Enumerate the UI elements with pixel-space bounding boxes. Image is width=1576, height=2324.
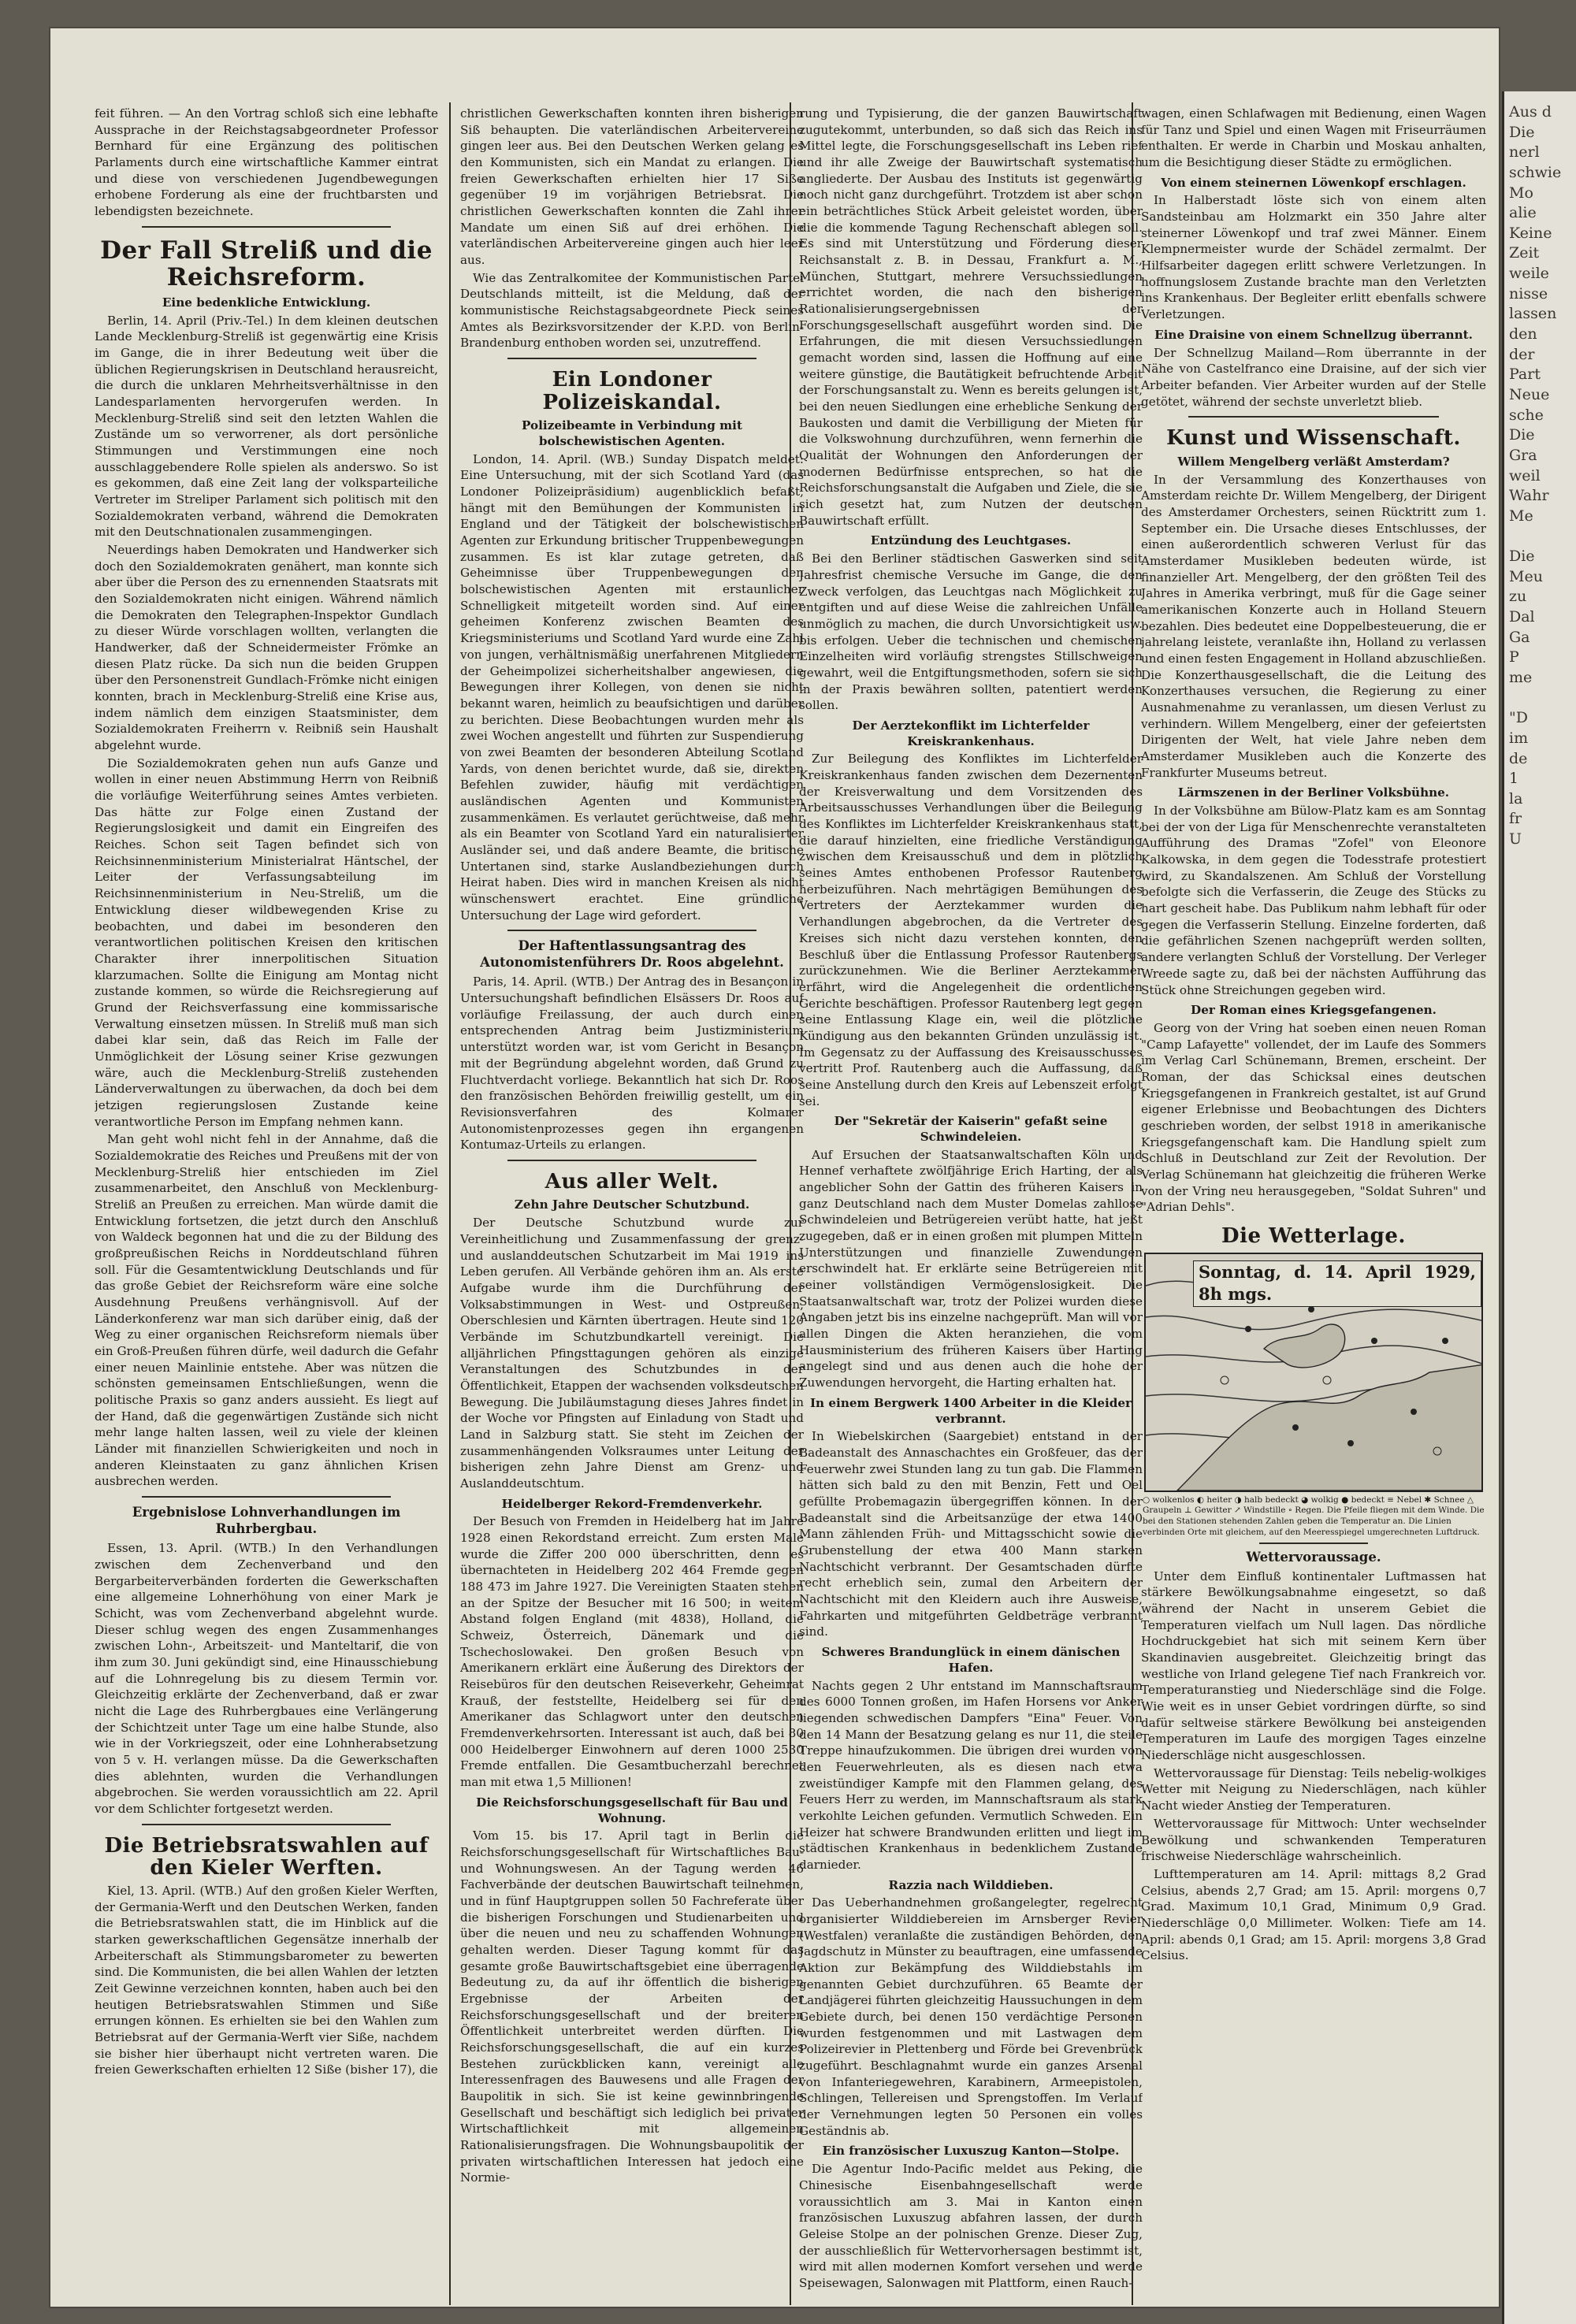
headline-kunst: Kunst und Wissenschaft. xyxy=(1166,426,1461,451)
paragraph: Zur Beilegung des Konfliktes im Lichterfelder Kreiskrankenhaus fanden zwischen dem Dezernenten der Kreisverwaltung und dem Vorsitzenden des Arbeitsausschusses Verhandlungen über die Beilegung des Konfliktes im Lichterfelder Kreiskrankenhaus statt, die darauf hinzielten, eine friedliche Verständigung zwischen dem Kreisausschuß und dem in plötzlich seines Amtes enthobenen Professor Rautenberg herbeizuführen. Nach mehrtägigen Bemühungen des Vertreters der Aerztekammer wurden die Verhandlungen abgebrochen, da die Vertreter des Kreises sich nicht dazu verstehen konnten, den Beschluß über die Entlassung Professor Rautenbergs zurückzunehmen. Wie die Berliner Aerztekammer erfährt, wird die Angelegenheit die ordentlichen Gerichte beschäftigen. Professor Rautenberg legt gegen seine Entlassung Klage ein, weil die plötzliche Kündigung aus den bekannten Gründen unzulässig ist. Im Gegensatz zu der Auffassung des Kreisausschusses vertritt Prof. Rautenberg auch die Auffassung, daß seine Anstellung durch den Kreis auf Lebenszeit erfolgt sei. xyxy=(799,752,1143,1108)
column-2 xyxy=(460,106,804,2305)
subheadline: Die Reichsforschungsgesellschaft für Bau und Wohnung. xyxy=(476,1795,788,1825)
paragraph: Der Deutsche Schutzbund wurde zur Vereinheitlichung und Zusammenfassung der grenz- und auslanddeutschen Schutzarbeit im Mai 1919 ins Leben gerufen. All Verbände gehören ihm an. Als erste Aufgabe wurde ihm die Durchführung der Volksabstimmungen in West- und Ostpreußen, Oberschlesien und Kärnten übertragen. Heute sind 120 Verbände im Schutzbundkartell vereinigt. Die alljährlichen Pfingsttagungen gehören als einzige Veranstaltungen des Schutzbundes in der Öffentlichkeit, Etappen der wachsenden volksdeutschen Bewegung. Die Jubiläumstagung dieses Jahres findet in der Woche vor Pfingsten auf Einladung von Stadt und Land in Salzburg statt. Sie steht im Zeichen der zusammenhängenden Volksraumes unter Leitung der bisherigen zehn Jahre Dienst am Grenz- und Auslanddeutschtum. xyxy=(460,1216,804,1491)
paragraph: Vom 15. bis 17. April tagt in Berlin die Reichsforschungsgesellschaft für Wirtschaftliches Bau- und Wohnungswesen. An der Tagung werden 46 Fachverbände der deutschen Bauwirtschaft teilnehmen, und in fünf Hauptgruppen sollen 50 Fachreferate über die bisherigen Forschungen und Studienarbeiten und über die neuen und neu zu schaffenden Wohnungen gehalten werden. Dieser Tagung kommt für das gesamte große Bauwirtschaftsgebiet eine überragende Bedeutung zu, da auf ihr öffentlich die bisherigen Ergebnisse der Arbeiten der Reichsforschungsgesellschaft und der breiteren Öffentlichkeit unterbreitet werden dürften. Die Reichsforschungsgesellschaft, die auf ein kurzes Bestehen zurückblicken kann, vereinigt alle Interessenfragen des Bauwesens und alle Fragen der Baupolitik in sich. Sie ist keine gewinnbringende Gesellschaft und beschäftigt sich lediglich bei privater Wirtschaftlichkeit mit allgemeinen Rationalisierungsfragen. Die Wohnungsbaupolitik der privaten wirtschaftlichen Interessen hat jedoch eine Normie- xyxy=(460,1828,804,2185)
subheadline: Schweres Brandunglück in einem dänischen Hafen. xyxy=(821,1645,1121,1675)
subheadline: Heidelberger Rekord-Fremdenverkehr. xyxy=(501,1496,763,1511)
column-3 xyxy=(799,106,1143,2305)
column-1 xyxy=(95,106,438,2305)
paragraph: Die Agentur Indo-Pacific meldet aus Peking, die Chinesische Eisenbahngesellschaft werde voraussichtlich am 3. Mai in Kanton einen französischen Luxuszug abfahren lassen, der durch Geleise Stolpe an der polnischen Grenze. Dieser Zug, der ausschließlich für Wettervorhersagen bestimmt ist, wird mit allen modernen Komfort versehen und werde Speisewagen, Salonwagen mit Plattform, einen Rauch- xyxy=(799,2162,1143,2290)
paragraph: In der Volksbühne am Bülow-Platz kam es am Sonntag bei der von der Liga für Menschenrechte veranstalteten Aufführung des Dramas "Zofel" von Eleonore Kalkowska, in dem gegen die Todesstrafe protestiert wird, zu Skandalszenen. Am Schluß der Vorstellung befolgte sich die Verfasserin, die Zeuge des Stücks zu hart gescheit habe. Das Publikum nahm lebhaft für oder gegen die Verfasserin Stellung. Einzelne forderten, daß die gefährlichen Szenen nachgeprüft werden sollten, andere verlangten Schluß der Vorstellung. Der Verleger Wreede sagte zu, daß bei der nächsten Aufführung das Stück ohne Streichungen gegeben wird. xyxy=(1141,804,1486,997)
headline-wettervoraussage: Wettervoraussage. xyxy=(1246,1549,1381,1565)
paragraph: Paris, 14. April. (WTB.) Der Antrag des in Besançon in Untersuchungshaft befindlichen Elsässers Dr. Roos auf vorläufige Freilassung, der auch durch einen entsprechenden Antrag beim Justizministerium unterstützt worden war, ist vom Gericht in Besançon mit der Begründung abgelehnt worden, daß Grund zu Fluchtverdacht vorliege. Bekanntlich hat sich Dr. Roos den französischen Behörden freiwillig gestellt, um ein Revisionsverfahren des Kolmarer Autonomistenprozesses gegen ihn ergangenen Kontumaz-Urteils zu erlangen. xyxy=(460,975,804,1153)
headline-streliz: Der Fall Streliß und die Reichsreform. xyxy=(100,236,433,291)
subheadline: Der Roman eines Kriegsgefangenen. xyxy=(1191,1003,1437,1018)
paragraph: Nachts gegen 2 Uhr entstand im Mannschaftsraum des 6000 Tonnen großen, im Hafen Horsens vor Anker liegenden schwedischen Dampfers "Eina" Feuer. Von den 14 Mann der Besatzung gelang es nur 11, die steile Treppe hinaufzukommen. Die übrigen drei wurden von den Feuerwehrleuten, als es diesen nach etwa zweistündiger Kampfe mit den Flammen gelang, des Feuers Herr zu werden, im Mannschaftsraum als stark verkohlte Leichen gefunden. Vermutlich Schweden. Ein Heizer hat schwere Brandwunden erlitten und liegt im städtischen Krankenhaus in bedenklichem Zustande darnieder. xyxy=(799,1678,1143,1872)
paragraph: Der Schnellzug Mailand—Rom überrannte in der Nähe von Castelfranco eine Draisine, auf der sich vier Arbeiter befanden. Vier Arbeiter wurden auf der Stelle getötet, während der sechste unverletzt blieb. xyxy=(1141,345,1486,409)
paragraph: Auf Ersuchen der Staatsanwaltschaften Köln und Hennef verhaftete zwölfjährige Erich Harting, der als angeblicher Sohn der Gattin des früheren Kaisers in ganz Deutschland nach dem Muster Domelas zahllose Schwindeleien und Betrügereien verübt hatte, hat jeßt zugegeben, daß er in einen großen mit plumpen Mitteln Unterstützungen und finanzielle Zuwendungen erschwindelt hat. Er erklärte seine Betrügereien mit seiner vollständigen Vermögenslosigkeit. Die Staatsanwaltschaft war, trotz der Polizei wurden diese Angaben jetzt bis ins einzelne nachgeprüft. Man will vor allen Dingen die Akten heranziehen, die vom Hausministerium des früheren Kaisers über Harting angelegt sind und aus denen auch die hohe der Zuwendungen hervorgeht, die Harting erhalten hat. xyxy=(799,1147,1143,1390)
paragraph: wagen, einen Schlafwagen mit Bedienung, einen Wagen für Tanz und Spiel und einen Wagen mit Friseurräumen enthalten. Er werde in Charbin und Moskau anhalten, um die Besichtigung dieser Städte zu ermöglichen. xyxy=(1141,106,1486,170)
subheadline: Eine Draisine von einem Schnellzug überrannt. xyxy=(1154,327,1473,342)
subheadline: Von einem steinernen Löwenkopf erschlagen. xyxy=(1161,175,1466,190)
weather-map-caption: Sonntag, d. 14. April 1929, 8h mgs. xyxy=(1193,1260,1481,1307)
subheadline: Lärmszenen in der Berliner Volksbühne. xyxy=(1177,785,1450,800)
paragraph: Neuerdings haben Demokraten und Handwerker sich doch den Sozialdemokraten genähert, man konnte sich aber über die Person des zu ernennenden Staatsrats mit den Sozialdemokraten nicht einigen. Während nämlich die Demokraten den Telegraphen-Inspektor Gundlach zu dieser Würde vorschlagen wollten, verlangten die Handwerker, daß der Schneidermeister Frömke an diesen Platz rücke. Da sich nun die beiden Gruppen über den Personenstreit Gundlach-Frömke nicht einigen konnten, brach in Mecklenburg-Streliß eine Krise aus, indem nämlich dem einzigen Staatsminister, dem Sozialdemokraten Freiherrn v. Reibniß sein Haushalt abgelehnt wurde. xyxy=(95,543,438,753)
weather-map-legend: ○ wolkenlos ◐ heiter ◑ halb bedeckt ◕ wolkig ● bedeckt ≡ Nebel ✱ Schnee △ Graupeln ⊥ Gewitter ↗ Windstille ∘ Regen. Die Pfeile fliegen mit dem Winde. Die bei den Stationen stehenden Zahlen geben die Temperatur an. Die Linien verbinden Orte mit gleichem, auf den Meeresspiegel umgerechneten Luftdruck. xyxy=(1143,1494,1485,1537)
divider xyxy=(1188,416,1439,418)
subheadline: Eine bedenkliche Entwicklung. xyxy=(162,295,371,310)
paragraph: Berlin, 14. April (Priv.-Tel.) In dem kleinen deutschen Lande Mecklenburg-Streliß ist gegenwärtig eine Krisis im Gange, die in ihrer Bedeutung weit über die üblichen Regierungskrisen in Deutschland herausreicht, die durch die unklaren Mehrheitsverhältnisse in den Landesparlamenten hervorgerufen werden. In Mecklenburg-Streliß sind seit den letzten Wahlen die Zustände um so verworrener, als dort persönliche Stimmungen und Verstimmungen eine noch ausschlaggebendere Rolle spielen als anderswo. So ist es gekommen, daß eine Zeit lang der volksparteiliche Vertreter im Streliper Parlament sich politisch mit den Sozialdemokraten verband, während die Demokraten mit den Deutschnationalen zusammengingen. xyxy=(95,313,438,540)
subheadline: Willem Mengelberg verläßt Amsterdam? xyxy=(1177,454,1450,469)
headline-aus-aller-welt: Aus aller Welt. xyxy=(545,1169,719,1194)
paragraph: feit führen. — An den Vortrag schloß sich eine lebhafte Aussprache in der Reichstagsabgeordneter Professor Bernhard für eine Ergänzung des politischen Parlaments durch eine wirtschaftliche Kammer eintrat und diese von verschiedenen Jugendbewegungen erhobene Forderung als eine der fruchtbarsten und lebendigsten bezeichnete. xyxy=(95,106,438,219)
divider xyxy=(507,930,756,931)
column-rule xyxy=(449,102,451,2305)
divider xyxy=(142,226,391,228)
adjacent-page-text: Aus d Die nerl schwie Mo alie Keine Zeit weile nisse lassen den der Part Neue sche Die Gra weil Wahr Me Die Meu zu Dal Ga P me "D im de 1 la fr U xyxy=(1509,103,1562,848)
paragraph: Lufttemperaturen am 14. April: mittags 8,2 Grad Celsius, abends 2,7 Grad; am 15. April: morgens 0,7 Grad. Maximum 10,1 Grad, Minimum 0,9 Grad. Niederschläge 0,0 Millimeter. Wolken: Tiefe am 14. April: abends 0,1 Grad; am 15. April: morgens 3,8 Grad Celsius. xyxy=(1141,1866,1486,1963)
headline-wetterlage: Die Wetterlage. xyxy=(1221,1223,1406,1248)
subheadline: Der Aerztekonflikt im Lichterfelder Kreiskrankenhaus. xyxy=(852,718,1090,748)
divider xyxy=(507,1160,756,1161)
paragraph: rung und Typisierung, die der ganzen Bauwirtschaft zugutekommt, unterbunden, so daß sich das Reich ins Mittel legte, die Forschungsgesellschaft ins Leben rief und ihr alle Zweige der Bauwirtschaft systematisch angliederte. Der Ausbau des Instituts ist gegenwärtig noch nicht ganz durchgeführt. Trotzdem ist aber schon ein beträchtliches Stück Arbeit geleistet worden, über die die kommende Tagung Rechenschaft ablegen soll. Es sind mit Unterstützung und Förderung dieser Reichsanstalt z. B. in Dessau, Frankfurt a. M., München, Stuttgart, mehrere Versuchssiedlungen errichtet worden, die nach den bisherigen Rationalisierungsergebnissen der Forschungsgesellschaft ausgeführt worden sind. Die Erfahrungen, die mit diesen Versuchssiedlungen gemacht worden sind, lassen die Hoffnung auf eine weitere günstige, die Bautätigkeit befruchtende Arbeit der Forschungsanstalt zu. Wenn es bereits gelungen ist, bei den neuen Siedlungen eine erhebliche Senkung der Baukosten und damit die Verbilligung der Mieten für die Volkswohnung durchzuführen, wenn fernerhin die Qualität der Wohnungen den Anforderungen der modernen Bedürfnisse entsprechen, so hat die Reichsforschungsanstalt die Aufgaben und Ziele, die sie sich gesetzt hat, zum Nutzen der deutschen Bauwirtschaft erfüllt. xyxy=(799,106,1143,528)
paragraph: Georg von der Vring hat soeben einen neuen Roman "Camp Lafayette" vollendet, der im Laufe des Sommers im Verlag Carl Schünemann, Bremen, erscheint. Der Roman, der das Schicksal eines deutschen Kriegsgefangenen in Frankreich gestaltet, ist auf Grund eigener Erlebnisse und Beobachtungen des Dichters geschrieben worden, der selbst 1918 in amerikanische Kriegsgefangenschaft kam. Die Handlung spielt zum Schluß in Deutschland zur Zeit der Revolution. Der Verlag Schünemann hat gleichzeitig die früheren Werke von der Vring neu herausgegeben, "Soldat Suhren" und "Adrian Dehls". xyxy=(1141,1020,1486,1215)
paragraph: Die Sozialdemokraten gehen nun aufs Ganze und wollen in einer neuen Abstimmung Herrn von Reibniß die vorläufige Weiterführung seines Amtes verbieten. Das hätte zur Folge einen Zustand der Regierungslosigkeit und damit ein Eingreifen des Reiches. Schon seit Tagen befindet sich von Reichsinnenministerium Ministerialrat Häntschel, der Leiter der Verfassungsabteilung im Reichsinnenministerium in Neu-Streliß, um die Entwicklung dieser wildbewegenden Krise zu beobachten, und dabei im besonderen den verantwortlichen politischen Kreisen den kritischen Charakter ihrer innerpolitischen Situation klarzumachen. Sollte die Einigung am Montag nicht zustande kommen, so würde die Reichsregierung auf Grund der Reichsverfassung eine kommissarische Verwaltung einsetzen müssen. In Streliß muß man sich dabei klar sein, daß das Reich im Falle der Unmöglichkeit der Lösung seiner Krise gezwungen wäre, auch die Mecklenburg-Streliß zustehenden Länderverwaltungen zu überwachen, da doch bei dem jetzigen regierungslosen Zustande keine verantwortliche Person im Empfang nehmen kann. xyxy=(95,755,438,1129)
headline-london: Ein Londoner Polizeiskandal. xyxy=(542,368,722,414)
paragraph: Man geht wohl nicht fehl in der Annahme, daß die Sozialdemokratie des Reiches und Preußens mit der von Mecklenburg-Streliß hier entschieden im Ziel zusammenarbeitet, den Anschluß von Mecklenburg-Streliß an Preußen zu erreichen. Man würde damit die Entwicklung fortsetzen, die jetzt durch den Anschluß von Waldeck begonnen hat und die zu der Bildung des großpreußischen Reichs in Norddeutschland führen soll. Für die Gesamtentwicklung Deutschlands und für das große Gebiet der Reichsreform wäre eine solche Ausdehnung Preußens verhängnisvoll. Auf der Länderkonferenz war man sich darüber einig, daß der Weg zu einer organischen Reichsreform niemals über ein Groß-Preußen führen dürfe, weil dadurch die Gefahr einer neuen Mainlinie entstehe. Aber was nützen die schönsten gemeinsamen Entschließungen, wenn die politische Praxis so ganz anders aussieht. Es liegt auf der Hand, daß die gegenwärtigen Zustände sich nicht mehr lange halten lassen, weil zu viele der kleinen Länder mit finanziellen Schwierigkeiten und noch in anderen Kleinstaaten zu ganz ähnlichen Krisen ausbrechen werden. xyxy=(95,1132,438,1489)
divider xyxy=(1259,1543,1368,1544)
paragraph: In der Versammlung des Konzerthauses von Amsterdam reichte Dr. Willem Mengelberg, der Dirigent des Amsterdamer Orchesters, seinen Rücktritt zum 1. September ein. Die Ursache dieses Entschlusses, der einen außerordentlich schweren Verlust für das Amsterdamer Musikleben bedeuten würde, ist finanzieller Art. Mengelberg, der den größten Teil des Jahres in Amerika verbringt, muß für die Gage seiner amerikanischen Konzerte auch in Holland Steuern bezahlen. Dies bedeutet eine Doppelbesteuerung, die er jahrelang leistete, veranlaßte ihn, Holland zu verlassen und einen festen Engagement in Holland abzuschließen. Die Konzerthausgesellschaft, die die Leitung des Konzerthauses versuchen, die Regierung zu einer Ausnahmenahme zu veranlassen, um diesen Verlust zu verhindern. Willem Mengelberg, einer der gefeiertsten Dirigenten der Welt, hat viele Jahre neben dem Amsterdamer Musikleben auch die Konzerte des Frankfurter Museums betreut. xyxy=(1141,472,1486,780)
subheadline: Der "Sekretär der Kaiserin" gefaßt seine Schwindeleien. xyxy=(834,1114,1108,1144)
paragraph: Das Ueberhandnehmen großangelegter, regelrecht organisierter Wilddiebereien im Arnsberger Revier (Westfalen) veranlaßte die zuständigen Behörden, den Jagdschutz in Münster zu beauftragen, eine umfassende Aktion zur Bekämpfung des Wilddiebstahls im genannten Gebiet durchzuführen. 65 Beamte der Landjägerei führten gleichzeitig Haussuchungen in dem Gebiete durch, bei denen 150 verdächtige Personen wurden festgenommen und mit Lastwagen dem Polizeirevier in Plettenberg und Förde bei Grevenbrück zugeführt. Beschlagnahmt wurde ein ganzes Arsenal von Infanteriegewehren, Karabinern, Armeepistolen, Schlingen, Tellereisen und Sprengstoffen. Im Verlauf der Vernehmungen legten 50 Personen ein volles Geständnis ab. xyxy=(799,1895,1143,2138)
paragraph: Wie das Zentralkomitee der Kommunistischen Partei Deutschlands mitteilt, ist die Meldung, daß der kommunistische Reichstagsabgeordnete Pieck seines Amtes als Bezirksvorsitzender der K.P.D. von Berlin-Brandenburg enthoben worden sei, unzutreffend. xyxy=(460,270,804,351)
paragraph: Kiel, 13. April. (WTB.) Auf den großen Kieler Werften, der Germania-Werft und den Deutschen Werken, fanden die Betriebsratswahlen statt, die im Hinblick auf die starken gewerkschaftlichen Gegensätze innerhalb der Arbeiterschaft als Stimmungsbarometer zu bewerten sind. Die Kommunisten, die bei allen Wahlen der letzten Zeit Gewinne verzeichnen konnten, haben auch bei den heutigen Betriebsratswahlen Stimmen und Siße errungen können. Es erhielten sie bei den Wahlen zum Betriebsrat auf der Germania-Werft vier Siße, nachdem sie bisher hier überhaupt nicht vertreten waren. Die freien Gewerkschaften erhielten 12 Siße (bisher 17), die xyxy=(95,1883,438,2077)
paragraph: In Wiebelskirchen (Saargebiet) entstand in der Badeanstalt des Annaschachtes ein Großfeuer, das der Feuerwehr zwei Stunden lang zu tun gab. Die Flammen hätten sich bald zu den mit Benzin, Fett und Oel gefüllte Probemagazin übergegriffen können. In der Badeanstalt sind die Arbeitsanzüge der etwa 1400 Mann zählenden Früh- und Mittagsschicht sowie die Grubenstellung der etwa 400 Mann starken Nachtschicht verbrannt. Der Gesamtschaden dürfte recht erheblich sein, zumal den Arbeitern der Nachtschicht mit den Kleidern auch ihre Ausweise, Fahrkarten und mitgeführten Geldbeträge verbrannt sind. xyxy=(799,1429,1143,1639)
divider xyxy=(142,1824,391,1825)
subheadline: Entzündung des Leuchtgases. xyxy=(870,533,1072,548)
paragraph: Unter dem Einfluß kontinentaler Luftmassen hat stärkere Bewölkungsabnahme eingesetzt, so daß während der Nacht in unserem Gebiet die Temperaturen vielfach um Null lagen. Das nördliche Hochdruckgebiet hat sich mit seinem Kern über Skandinavien ausgebreitet. Gleichzeitig bringt das westliche von Irland gelegene Tief nach Frankreich vor. Temperaturanstieg und Niederschläge sind die Folge. Wie weit es in unser Gebiet vordringen dürfte, so sind dafür seltweise stärkere Bewölkung bei ansteigenden Temperaturen im Laufe des morgigen Tages einzelne Niederschläge nicht ausgeschlossen. xyxy=(1141,1569,1486,1763)
weather-map xyxy=(1144,1253,1483,1492)
subheadline: Ein französischer Luxuszug Kanton—Stolpe. xyxy=(822,2144,1120,2159)
divider xyxy=(507,358,756,359)
headline-roos: Der Haftentlassungsantrag des Autonomistenführers Dr. Roos abgelehnt. xyxy=(480,938,784,971)
paragraph: London, 14. April. (WB.) Sunday Dispatch meldet: Eine Untersuchung, mit der sich Scotland Yard (das Londoner Polizeipräsidium) augenblicklich befaßt, hängt mit den Bemühungen der Kommunisten in England und der Tätigkeit der bolschewistischen Agenten zur Erkundung britischer Truppenbewegungen zusammen. Es ist klar zutage getreten, daß Geheimnisse über Truppenbewegungen den bolschewistischen Agenten mit erstaunlicher Schnelligkeit mitgeteilt worden sind. Auf einer geheimen Konferenz zwischen Beamten des Kriegsministeriums und Scotland Yard wurde eine Zahl von jungen, verhältnismäßig unerfahrenen Mitgliedern der Geheimpolizei sicherheitshalber angewiesen, die Bewegungen ihrer Kollegen, von denen sie nicht bekannt waren, heimlich zu beaufsichtigen und darüber zu berichten. Diese Beobachtungen wurden mehr als zwei Wochen angestellt und führten zur Suspendierung von zwei Beamten der besonderen Abteilung Scotland Yards, von denen berichtet wurde, daß sie, direkten Befehlen zuwider, häufig mit verdächtigen ausländischen Agenten und Kommunisten zusammenkämen. Es verlautet gerüchtweise, daß mehr als ein Beamter von Scotland Yard ein naturalisierter Ausländer sei, und daß andere Beamte, die britische Untertanen sind, starke Auslandbeziehungen durch Heirat haben. Dies wird in manchen Kreisen als nicht wünschenswert erachtet. Eine gründliche Untersuchung der Lage wird gefordert. xyxy=(460,451,804,923)
adjacent-page-edge xyxy=(1502,91,1576,2324)
subheadline: Razzia nach Wilddieben. xyxy=(888,1877,1054,1892)
paragraph: Essen, 13. April. (WTB.) In den Verhandlungen zwischen dem Zechenverband und den Bergarbeiterverbänden forderten die Gewerkschaften eine allgemeine Lohnerhöhung von einer Mark je Schicht, was vom Zechenverband abgelehnt wurde. Dieser schlug wegen des engen Zusammenhanges zwischen Lohn-, Arbeitszeit- und Manteltarif, die von ihm zum 30. Juni gekündigt sind, eine Hinausschiebung auf die Lohnregelung bis zu diesem Termin vor. Gleichzeitig erklärte der Zechenverband, daß er zwar nicht die Lage des Ruhrbergbaues eine Verlängerung der Schichtzeit unter Tage um eine halbe Stunde, also wie in der Vorkriegszeit, oder eine Lohnherabsetzung von 5 v. H. verlangen müsse. Da die Gewerkschaften dies ablehnten, wurden die Verhandlungen abgebrochen. Sie werden voraussichtlich am 22. April vor dem Schlichter fortgesetzt werden. xyxy=(95,1541,438,1816)
headline-betriebsrat: Die Betriebsratswahlen auf den Kieler Werften. xyxy=(104,1833,429,1880)
subheadline: In einem Bergwerk 1400 Arbeiter in die Kleider verbrannt. xyxy=(809,1395,1132,1426)
divider xyxy=(142,1496,391,1498)
paragraph: Wettervoraussage für Dienstag: Teils nebelig-wolkiges Wetter mit Neigung zu Niederschlägen, nach kühler Nacht wieder Anstieg der Temperaturen. xyxy=(1141,1765,1486,1814)
paragraph: In Halberstadt löste sich von einem alten Sandsteinbau am Holzmarkt ein 350 Jahre alter steinerner Löwenkopf und traf zwei Männer. Einem Klempnermeister wurde der Schädel zermalmt. Der Hilfsarbeiter dagegen erlitt schwere Verletzungen. In hoffnungslosem Zustande brachte man den Verletzten ins Krankenhaus. Der Begleiter erlitt ebenfalls schwere Verletzungen. xyxy=(1141,193,1486,322)
paragraph: Wettervoraussage für Mittwoch: Unter wechselnder Bewölkung und schwankenden Temperaturen frischweise Niederschläge wahrscheinlich. xyxy=(1141,1816,1486,1864)
paragraph: christlichen Gewerkschaften konnten ihren bisherigen Siß behaupten. Die vaterländischen Arbeitervereine gingen leer aus. Bei den Deutschen Werken gelang es den Kommunisten, sich ein Mandat zu erlangen. Die freien Gewerkschaften erhielten hier 17 Siße gegenüber 19 im vorjährigen Betriebsrat. Die christlichen Gewerkschaften konnten die Zahl ihrer Mandate um einen Siß auf drei erhöhen. Die vaterländischen Arbeitervereine gingen auch hier leer aus. xyxy=(460,106,804,268)
paragraph: Der Besuch von Fremden in Heidelberg hat im Jahre 1928 einen Rekordstand erreicht. Zum ersten Male wurde die Ziffer 200 000 überschritten, denn es übernachteten in Heidelberg 202 464 Fremde gegen 188 473 im Jahre 1927. Die Vereinigten Staaten stehen an der Spitze der Besucher mit 16 500; in weitem Abstand folgen England (mit 4838), Holland, die Schweiz, Österreich, Dänemark und die Tschechoslowakei. Den großen Besuch von Amerikanern erklärt eine Äußerung des Direktors der Reisebüros für den deutschen Reiseverkehr, Geheimrat Krauß, der feststellte, Heidelberg sei für den Amerikaner das Schlagwort unter den deutschen Fremdenverkehrsorten. Interessant ist auch, daß bei 80 000 Heidelberger Einwohnern auf deren 1000 2530 Fremde entfallen. Die Gesamtbucherzahl berechnet man mit etwa 1,5 Millionen! xyxy=(460,1514,804,1790)
headline-lohn: Ergebnislose Lohnverhandlungen im Ruhrbergbau. xyxy=(132,1505,401,1537)
subheadline: Polizeibeamte in Verbindung mit bolschewistischen Agenten. xyxy=(522,418,742,449)
paragraph: Bei den Berliner städtischen Gaswerken sind seit Jahresfrist chemische Versuche im Gange, die den Zweck verfolgen, das Leuchtgas nach Möglichkeit zu entgiften und auf diese Weise die zahlreichen Unfälle unmöglich zu machen, die durch Unvorsichtigkeit usw. bis erfolgen. Ueber die technischen und chemischen Einzelheiten wird vorläufig strengstes Stillschweigen gewahrt, weil die Entgiftungsmethoden, sofern sie sich in der Praxis bewähren sollten, patentiert werden sollen. xyxy=(799,551,1143,713)
column-4 xyxy=(1141,106,1486,2305)
subheadline: Zehn Jahre Deutscher Schutzbund. xyxy=(514,1197,750,1212)
